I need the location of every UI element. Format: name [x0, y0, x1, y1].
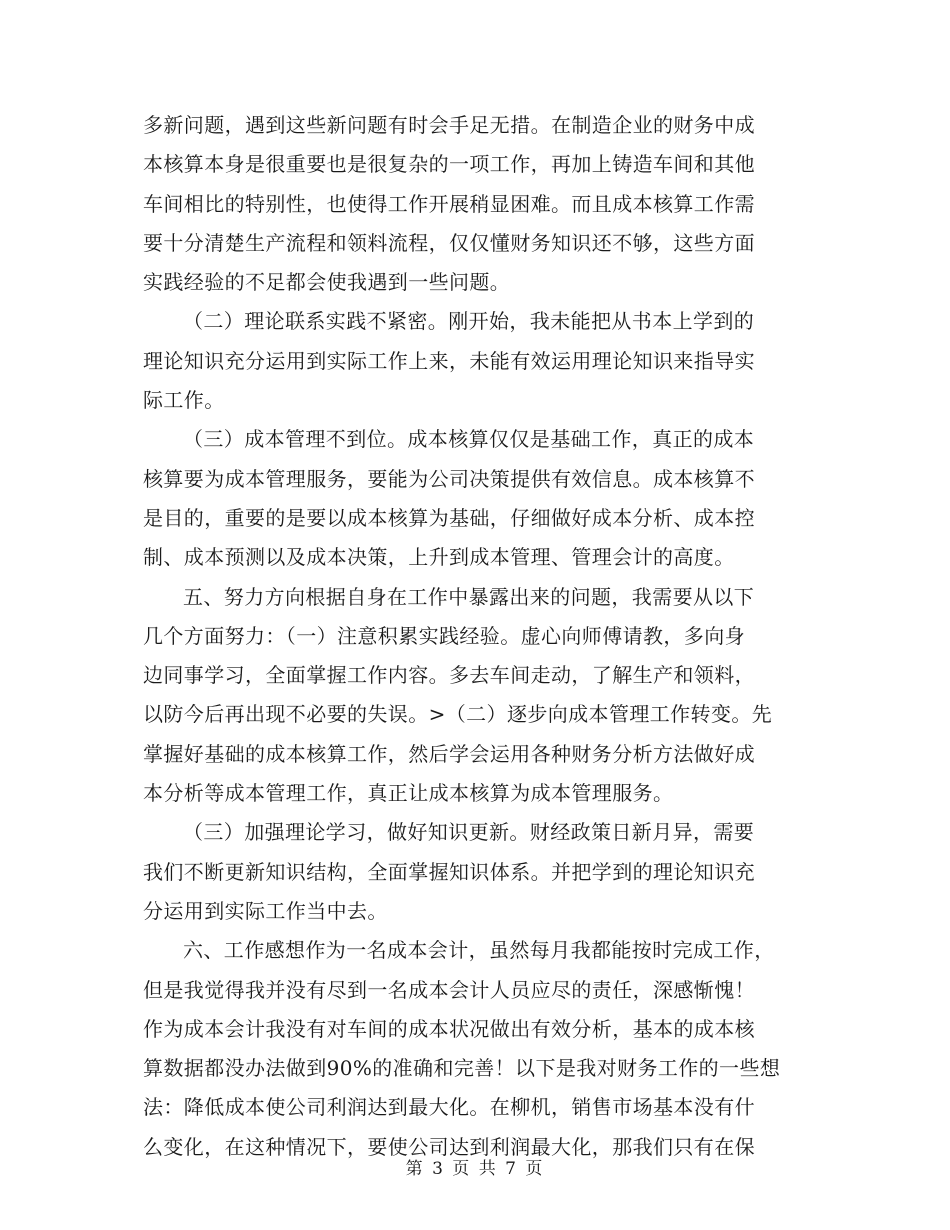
text-line: 实践经验的不足都会使我遇到一些问题。 [143, 270, 511, 295]
text-line: 以防今后再出现不必要的失误。>（二）逐步向成本管理工作转变。先 [143, 702, 773, 727]
text-line: 分运用到实际工作当中去。 [143, 898, 388, 923]
text-line: 边同事学习，全面掌握工作内容。多去车间走动，了解生产和领料， [143, 663, 755, 688]
paragraph [143, 813, 808, 931]
text-line: 作为成本会计我没有对车间的成本状况做出有效分析，基本的成本核 [143, 1016, 755, 1041]
paragraph [143, 106, 808, 302]
text-line: 掌握好基础的成本核算工作，然后学会运用各种财务分析方法做好成 [143, 741, 755, 766]
document-body [143, 106, 808, 1167]
text-line: 我们不断更新知识结构，全面掌握知识体系。并把学到的理论知识充 [143, 859, 755, 884]
paragraph [143, 420, 808, 577]
text-line: 法：降低成本使公司利润达到最大化。在柳机，销售市场基本没有什 [143, 1095, 755, 1120]
text-line: 六、工作感想作为一名成本会计，虽然每月我都能按时完成工作， [183, 938, 775, 963]
page-number-footer: 第 3 页 共 7 页 [405, 1159, 545, 1179]
text-line: 五、努力方向根据自身在工作中暴露出来的问题，我需要从以下 [183, 584, 755, 609]
paragraph [143, 302, 808, 420]
text-line: （三）加强理论学习，做好知识更新。财经政策日新月异，需要 [183, 820, 755, 845]
text-line: （二）理论联系实践不紧密。刚开始，我未能把从书本上学到的 [183, 309, 755, 334]
text-line: 际工作。 [143, 388, 225, 413]
text-line: 算数据都没办法做到90%的准确和完善！以下是我对财务工作的一些想 [143, 1056, 781, 1081]
paragraph [143, 931, 808, 1167]
text-line: 几个方面努力：（一）注意积累实践经验。虚心向师傅请教，多向身 [143, 623, 745, 648]
text-line: （三）成本管理不到位。成本核算仅仅是基础工作，真正的成本 [183, 427, 755, 452]
text-line: 多新问题，遇到这些新问题有时会手足无措。在制造企业的财务中成 [143, 113, 755, 137]
text-line: 本核算本身是很重要也是很复杂的一项工作，再加上铸造车间和其他 [143, 152, 755, 177]
text-line: 制、成本预测以及成本决策，上升到成本管理、管理会计的高度。 [143, 545, 735, 570]
text-line: 但是我觉得我并没有尽到一名成本会计人员应尽的责任，深感惭愧！ [143, 977, 755, 1002]
paragraph [143, 578, 808, 814]
text-line: 理论知识充分运用到实际工作上来，未能有效运用理论知识来指导实 [143, 348, 755, 373]
text-line: 车间相比的特别性，也使得工作开展稍显困难。而且成本核算工作需 [143, 191, 755, 216]
text-line: 么变化，在这种情况下，要使公司达到利润最大化，那我们只有在保 [143, 1134, 755, 1159]
text-line: 是目的，重要的是要以成本核算为基础，仔细做好成本分析、成本控 [143, 505, 755, 530]
text-line: 核算要为成本管理服务，要能为公司决策提供有效信息。成本核算不 [143, 466, 755, 491]
text-line: 本分析等成本管理工作，真正让成本核算为成本管理服务。 [143, 781, 674, 806]
text-line: 要十分清楚生产流程和领料流程，仅仅懂财务知识还不够，这些方面 [143, 230, 755, 255]
